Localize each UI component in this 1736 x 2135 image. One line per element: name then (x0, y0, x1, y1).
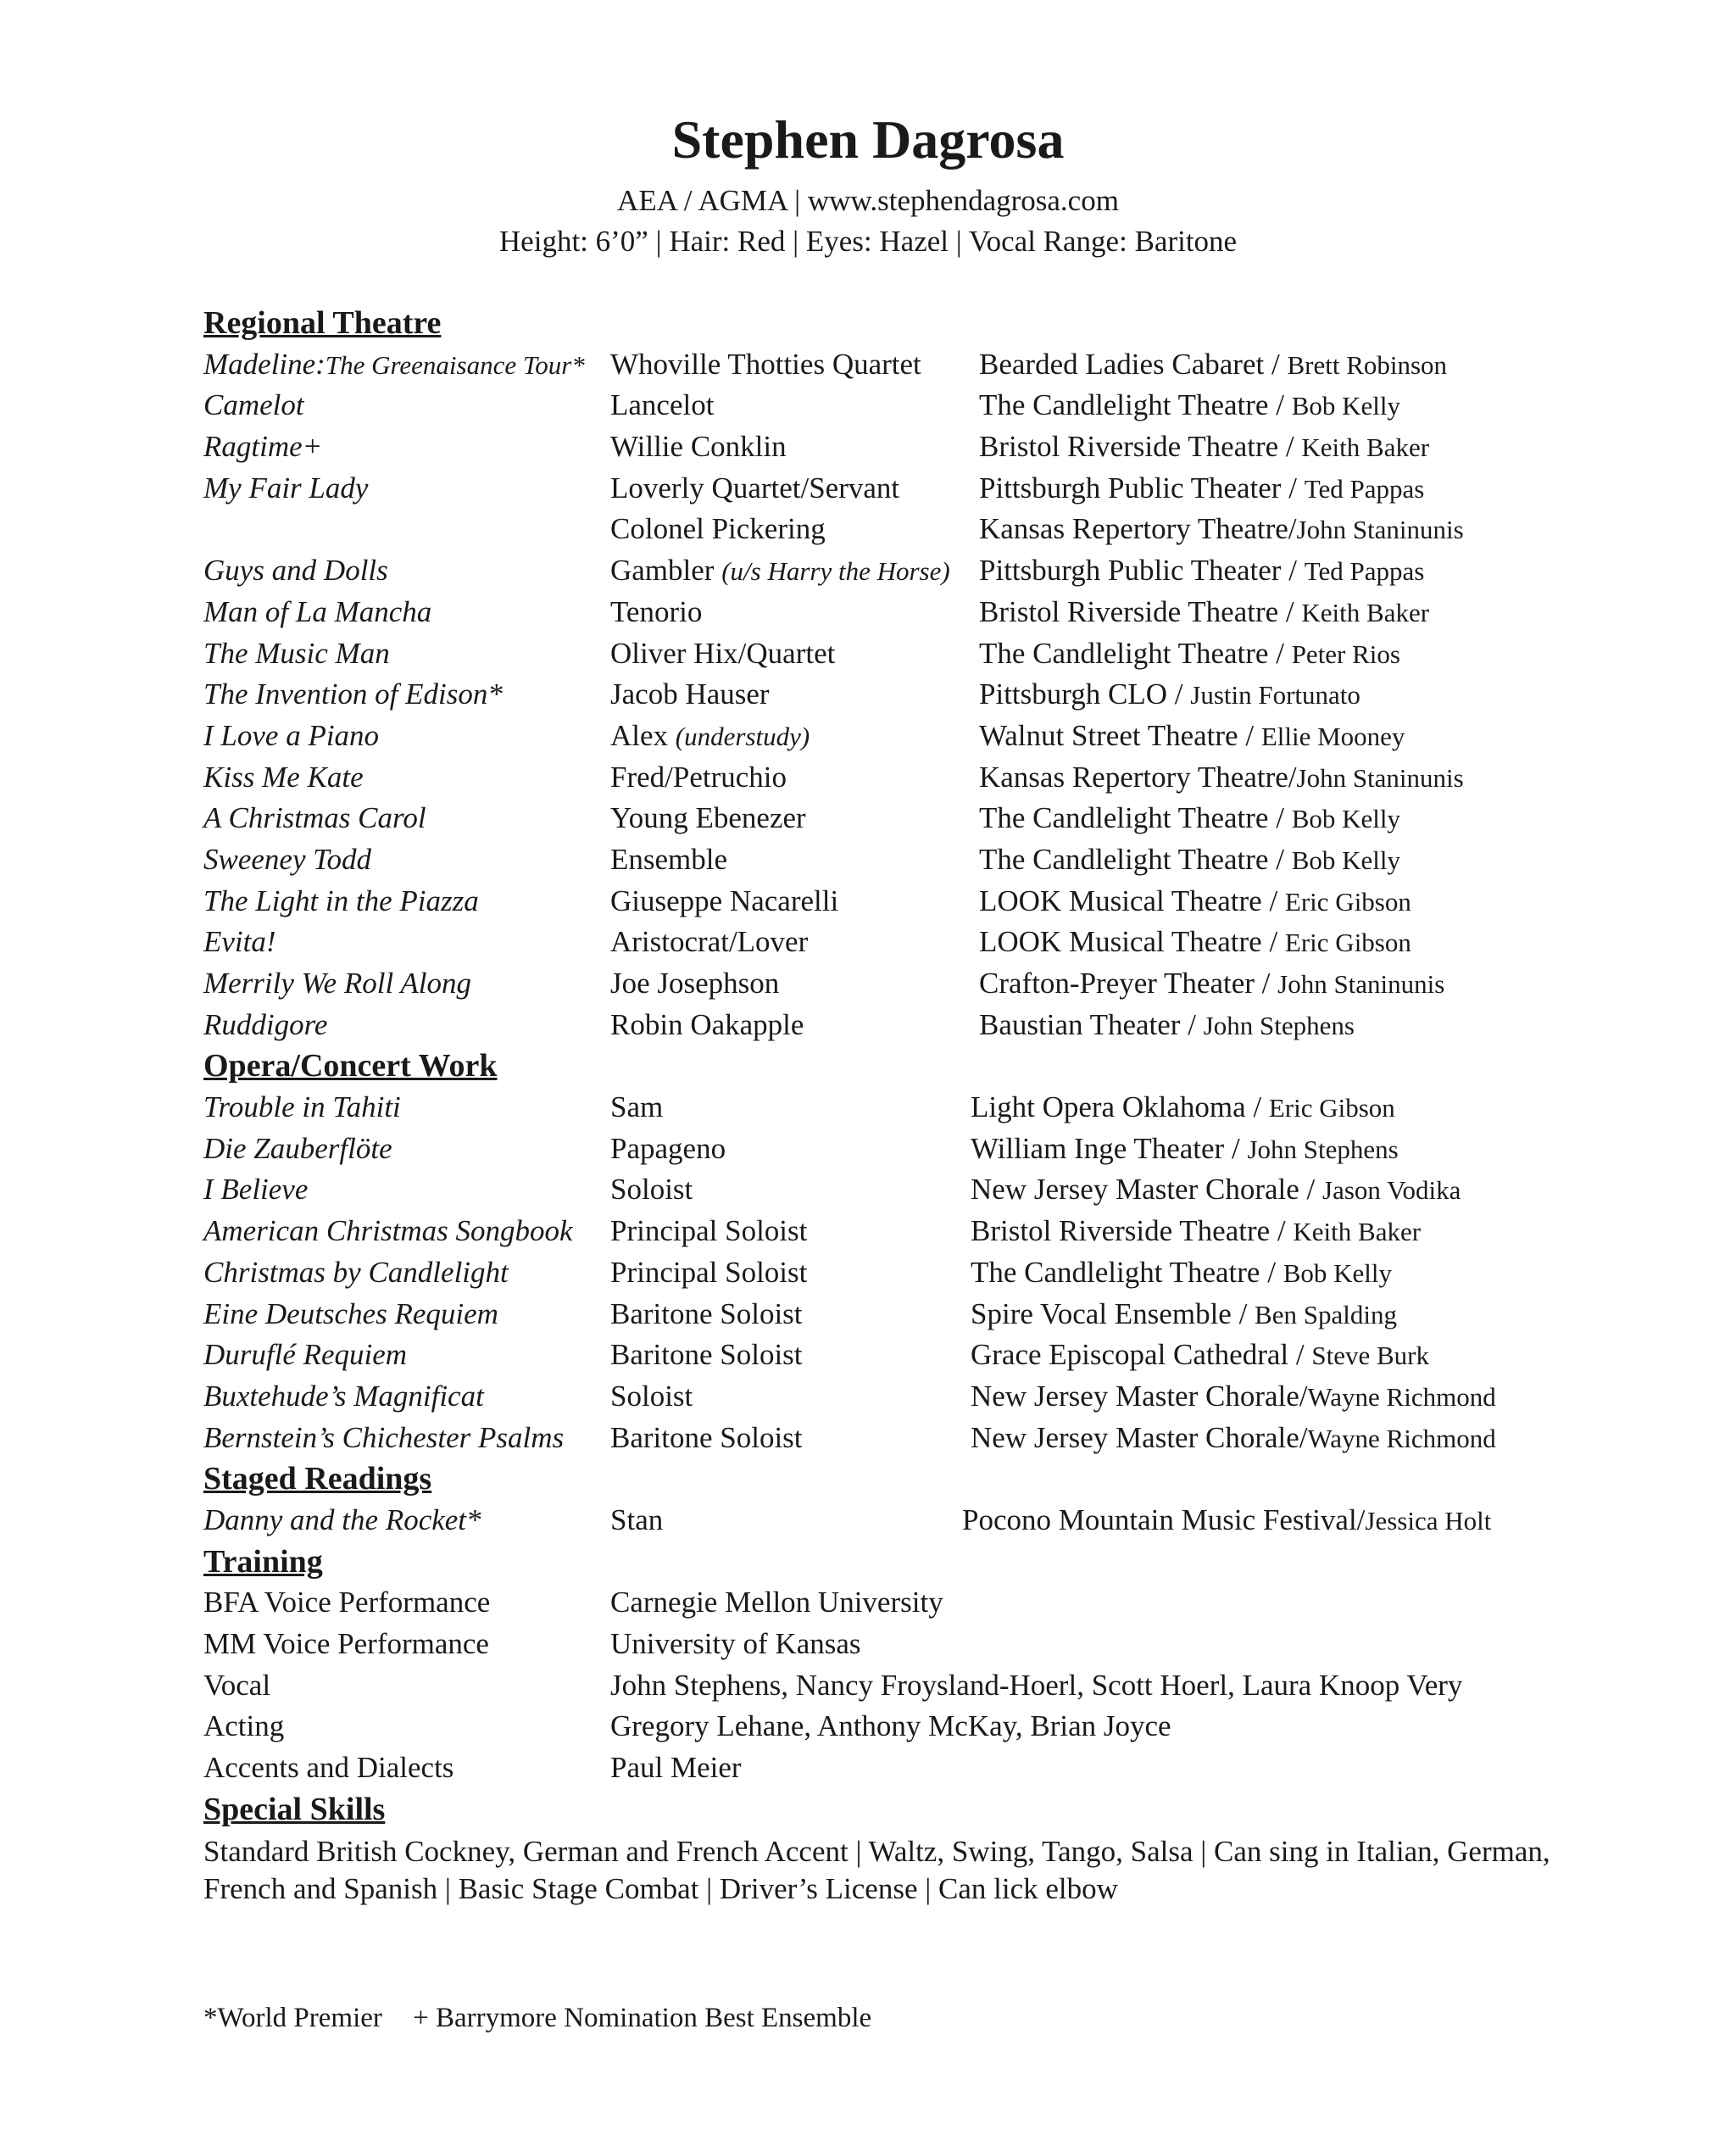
show-name: Bernstein’s Chichester Psalms (203, 1420, 565, 1454)
show-title (203, 1129, 392, 1170)
venue-director (971, 1294, 1397, 1336)
venue-director (979, 550, 1424, 593)
director: Steve Burk (1311, 1341, 1429, 1371)
role-name: Gambler (610, 554, 722, 588)
director: Peter Rios (1291, 638, 1400, 669)
show-title (203, 1335, 407, 1376)
director: Eric Gibson (1284, 886, 1411, 917)
role (610, 674, 770, 716)
venue: The Candlelight Theatre / (971, 1255, 1283, 1289)
role (610, 757, 787, 799)
section-heading-regional: Regional Theatre (203, 305, 442, 341)
show-name: My Fair Lady (203, 471, 369, 504)
venue-director (979, 839, 1400, 882)
venue-director (962, 1500, 1491, 1542)
training-row (203, 1624, 1560, 1665)
show-title (203, 1005, 327, 1046)
resume-body (203, 303, 1560, 1908)
credit-row (203, 1129, 1560, 1170)
training-value: Paul Meier (610, 1751, 742, 1785)
role (610, 1211, 807, 1252)
director: John Stephens (1247, 1134, 1399, 1164)
role (610, 509, 826, 550)
physical-stats: Height: 6’0” | Hair: Red | Eyes: Hazel | Vocal Range: Baritone (498, 225, 1238, 258)
show-name: Ruddigore (203, 1007, 328, 1041)
show-name: Kiss Me Kate (203, 760, 364, 794)
director: Bob Kelly (1291, 845, 1400, 875)
training-label: Accents and Dialects (203, 1751, 454, 1785)
credit-row (203, 757, 1560, 799)
training-label: Vocal (203, 1668, 271, 1702)
section-heading-skills: Special Skills (203, 1791, 386, 1827)
venue: Baustian Theater / (979, 1007, 1204, 1041)
footer-notes (203, 2003, 871, 2034)
show-title (203, 592, 431, 633)
show-title (203, 1252, 509, 1294)
role-name: Whoville Thotties Quartet (610, 347, 921, 381)
director: John Staninunis (1277, 969, 1445, 999)
role-name: Papageno (610, 1131, 726, 1165)
show-title (203, 963, 471, 1005)
show-name: I Believe (203, 1173, 309, 1207)
venue: Pittsburgh Public Theater / (979, 554, 1305, 588)
show-title (203, 1169, 308, 1211)
show-title (203, 550, 388, 592)
show-name: The Music Man (203, 636, 390, 670)
director: Brett Robinson (1287, 349, 1448, 380)
venue: The Candlelight Theatre / (979, 801, 1292, 835)
show-title (203, 633, 390, 675)
credit-row (203, 385, 1560, 426)
credit-row (203, 1005, 1560, 1046)
training-value: John Stephens, Nancy Froysland-Hoerl, Scott Hoerl, Laura Knoop Very (610, 1668, 1463, 1702)
venue: Kansas Repertory Theatre/ (979, 512, 1297, 546)
show-title (203, 1294, 498, 1335)
opera-credits (203, 1087, 1560, 1458)
credit-row (203, 1252, 1560, 1294)
role (610, 344, 921, 386)
role-name: Colonel Pickering (610, 512, 826, 546)
venue: Pittsburgh CLO / (979, 677, 1191, 711)
role (610, 1169, 693, 1211)
show-name: Madeline: (203, 347, 326, 381)
role (610, 592, 702, 633)
role-name: Lancelot (610, 388, 715, 422)
venue-director (971, 1211, 1421, 1253)
credit-row (203, 592, 1560, 633)
section-heading-readings: Staged Readings (203, 1461, 432, 1497)
venue: Bristol Riverside Theatre / (971, 1214, 1294, 1248)
role-note: (understudy) (675, 721, 810, 751)
venue-director (971, 1376, 1496, 1419)
venue-director (979, 963, 1444, 1006)
show-title (203, 1500, 481, 1541)
director: Keith Baker (1293, 1217, 1422, 1247)
role (610, 1335, 803, 1376)
special-skills-text: Standard British Cockney, German and French Accent | Waltz, Swing, Tango, Salsa | Can sing in Italian, German, French and Spanish | Basic Stage Combat | Driver’s License | Can lick elbow (203, 1835, 1550, 1906)
show-name: Duruflé Requiem (203, 1338, 408, 1372)
director: Jason Vodika (1322, 1175, 1461, 1206)
credit-row (203, 1294, 1560, 1335)
show-title (203, 1211, 573, 1252)
role (610, 550, 950, 593)
section-heading-opera: Opera/Concert Work (203, 1048, 498, 1084)
role (610, 922, 808, 963)
show-name: Evita! (203, 925, 276, 959)
venue: Spire Vocal Ensemble / (971, 1296, 1255, 1330)
role (610, 633, 835, 675)
credit-row (203, 716, 1560, 757)
director: Wayne Richmond (1307, 1381, 1496, 1412)
training-value: Gregory Lehane, Anthony McKay, Brian Joyce (610, 1709, 1171, 1743)
credit-row (203, 1087, 1560, 1129)
credit-row (203, 922, 1560, 963)
venue-director (971, 1335, 1429, 1377)
role-name: Baritone Soloist (610, 1420, 803, 1454)
barrymore-note: + Barrymore Nomination Best Ensemble (413, 2003, 872, 2033)
role (610, 1376, 693, 1418)
venue-director (979, 716, 1405, 758)
role (610, 1087, 663, 1129)
role (610, 468, 899, 510)
venue: Walnut Street Theatre / (979, 718, 1261, 752)
training-value: University of Kansas (610, 1627, 861, 1660)
regional-credits (203, 344, 1560, 1046)
director: Bob Kelly (1291, 804, 1400, 834)
director: Ellie Mooney (1260, 721, 1405, 751)
venue: New Jersey Master Chorale/ (971, 1420, 1308, 1454)
show-name: Buxtehude’s Magnificat (203, 1379, 484, 1413)
venue-director (979, 468, 1424, 510)
role-name: Baritone Soloist (610, 1296, 803, 1330)
show-name: Christmas by Candlelight (203, 1255, 509, 1289)
role (610, 1252, 807, 1294)
venue: The Candlelight Theatre / (979, 388, 1292, 422)
role-name: Alex (610, 718, 676, 752)
role (610, 1294, 803, 1335)
readings-credits (203, 1500, 1560, 1541)
show-title (203, 839, 371, 881)
credit-row (203, 426, 1560, 468)
show-name: Die Zauberflöte (203, 1131, 392, 1165)
show-title (203, 757, 364, 799)
credit-row (203, 1418, 1560, 1459)
show-name: Sweeney Todd (203, 842, 371, 876)
venue: Pocono Mountain Music Festival/ (962, 1502, 1366, 1536)
role (610, 881, 838, 923)
venue: Light Opera Oklahoma / (971, 1090, 1269, 1124)
role-name: Ensemble (610, 842, 728, 876)
show-title (203, 881, 479, 923)
role (610, 1005, 804, 1046)
role-name: Sam (610, 1090, 664, 1124)
show-name: Eine Deutsches Requiem (203, 1296, 498, 1330)
role (610, 1418, 803, 1459)
show-name: Danny and the Rocket* (203, 1502, 481, 1536)
venue: Bristol Riverside Theatre / (979, 430, 1302, 464)
show-name: American Christmas Songbook (203, 1214, 573, 1248)
venue: Kansas Repertory Theatre/ (979, 760, 1297, 794)
role (610, 426, 787, 468)
role (610, 1500, 663, 1541)
credit-row (203, 1335, 1560, 1376)
role-name: Baritone Soloist (610, 1338, 803, 1372)
training-row (203, 1665, 1560, 1707)
show-title (203, 426, 322, 468)
venue-director (979, 385, 1400, 427)
role-name: Giuseppe Nacarelli (610, 884, 839, 917)
credit-row (203, 674, 1560, 716)
show-title (203, 1418, 564, 1459)
director: John Stephens (1203, 1010, 1355, 1040)
venue: The Candlelight Theatre / (979, 842, 1292, 876)
role-name: Fred/Petruchio (610, 760, 787, 794)
training-label: BFA Voice Performance (203, 1586, 491, 1619)
show-title (203, 468, 368, 510)
credit-row (203, 633, 1560, 675)
credit-row (203, 468, 1560, 510)
venue: New Jersey Master Chorale/ (971, 1379, 1308, 1413)
credit-row (203, 1169, 1560, 1211)
venue: Bristol Riverside Theatre / (979, 594, 1302, 628)
credit-row (203, 881, 1560, 923)
director: Eric Gibson (1268, 1093, 1395, 1123)
venue: LOOK Musical Theatre / (979, 925, 1285, 959)
role-name: Tenorio (610, 594, 703, 628)
show-name: Camelot (203, 388, 304, 422)
credit-row (203, 839, 1560, 881)
role-name: Oliver Hix/Quartet (610, 636, 836, 670)
training-row (203, 1748, 1560, 1789)
role-note: (u/s Harry the Horse) (721, 556, 950, 587)
director: Keith Baker (1301, 597, 1430, 627)
director: Jessica Holt (1365, 1505, 1492, 1536)
show-title (203, 385, 304, 426)
show-title (203, 674, 503, 716)
role-name: Soloist (610, 1379, 693, 1413)
role (610, 839, 727, 881)
credit-row (203, 1211, 1560, 1252)
training-list (203, 1582, 1560, 1788)
venue: Crafton-Preyer Theater / (979, 967, 1278, 1000)
role-name: Principal Soloist (610, 1255, 808, 1289)
show-name: The Light in the Piazza (203, 884, 479, 917)
resume-header (0, 106, 1736, 262)
credit-row (203, 798, 1560, 839)
venue-director (979, 922, 1411, 964)
venue-director (979, 344, 1447, 387)
venue-director (979, 881, 1411, 923)
venue-director (979, 674, 1360, 716)
director: John Staninunis (1296, 762, 1464, 793)
show-name: Man of La Mancha (203, 594, 432, 628)
unions-website: AEA / AGMA | www.stephendagrosa.com (617, 184, 1119, 217)
credit-row (203, 963, 1560, 1005)
director: Eric Gibson (1284, 928, 1411, 958)
credit-row (203, 1376, 1560, 1418)
venue-director (979, 426, 1429, 469)
show-name: Trouble in Tahiti (203, 1090, 401, 1124)
show-name: A Christmas Carol (203, 801, 426, 835)
director: Ben Spalding (1255, 1299, 1397, 1329)
role-name: Willie Conklin (610, 430, 787, 464)
role-name: Soloist (610, 1173, 693, 1207)
role (610, 963, 779, 1005)
venue: William Inge Theater / (971, 1131, 1248, 1165)
show-name: The Invention of Edison* (203, 677, 503, 711)
director: Ted Pappas (1304, 473, 1425, 504)
venue: New Jersey Master Chorale / (971, 1173, 1323, 1207)
show-subtitle: The Greenaisance Tour* (325, 349, 585, 380)
venue-director (971, 1418, 1496, 1460)
director: Justin Fortunato (1190, 680, 1360, 711)
venue-director (979, 633, 1400, 676)
venue: The Candlelight Theatre / (979, 636, 1292, 670)
credit-row (203, 550, 1560, 592)
role-name: Joe Josephson (610, 967, 780, 1000)
training-value: Carnegie Mellon University (610, 1586, 943, 1619)
venue-director (979, 757, 1464, 800)
section-heading-training: Training (203, 1543, 323, 1580)
show-title (203, 1376, 484, 1418)
credit-row (203, 1500, 1560, 1541)
role-name: Jacob Hauser (610, 677, 770, 711)
role-name: Loverly Quartet/Servant (610, 471, 900, 504)
role-name: Principal Soloist (610, 1214, 808, 1248)
role (610, 798, 806, 839)
venue: LOOK Musical Theatre / (979, 884, 1285, 917)
show-title (203, 344, 585, 387)
role-name: Aristocrat/Lover (610, 925, 809, 959)
venue: Grace Episcopal Cathedral / (971, 1338, 1312, 1372)
performer-name: Stephen Dagrosa (671, 109, 1065, 170)
role-name: Stan (610, 1502, 664, 1536)
training-row (203, 1706, 1560, 1748)
venue-director (971, 1087, 1395, 1129)
director: Bob Kelly (1291, 391, 1400, 421)
venue-director (979, 592, 1429, 634)
show-name: Guys and Dolls (203, 554, 388, 588)
credit-row (203, 509, 1560, 550)
venue: Bearded Ladies Cabaret / (979, 347, 1288, 381)
role (610, 1129, 726, 1170)
director: Keith Baker (1301, 432, 1430, 463)
role (610, 385, 714, 426)
role-name: Young Ebenezer (610, 801, 806, 835)
role (610, 716, 810, 758)
venue-director (971, 1252, 1392, 1295)
director: Wayne Richmond (1307, 1423, 1496, 1453)
director: Bob Kelly (1283, 1257, 1392, 1288)
training-label: Acting (203, 1709, 285, 1743)
venue-director (971, 1129, 1399, 1171)
world-premier-note: *World Premier (203, 2003, 382, 2033)
show-title (203, 716, 379, 757)
show-name: Merrily We Roll Along (203, 967, 471, 1000)
show-title (203, 1087, 401, 1129)
show-name: Ragtime+ (203, 430, 323, 464)
venue-director (971, 1169, 1461, 1212)
venue: Pittsburgh Public Theater / (979, 471, 1305, 504)
show-title (203, 922, 276, 963)
director: Ted Pappas (1304, 556, 1425, 587)
show-title (203, 798, 426, 839)
venue-director (979, 1005, 1355, 1047)
training-row (203, 1582, 1560, 1624)
credit-row (203, 344, 1560, 386)
venue-director (979, 798, 1400, 840)
training-label: MM Voice Performance (203, 1627, 489, 1660)
venue-director (979, 509, 1464, 551)
show-name: I Love a Piano (203, 718, 380, 752)
role-name: Robin Oakapple (610, 1007, 804, 1041)
director: John Staninunis (1296, 515, 1464, 545)
